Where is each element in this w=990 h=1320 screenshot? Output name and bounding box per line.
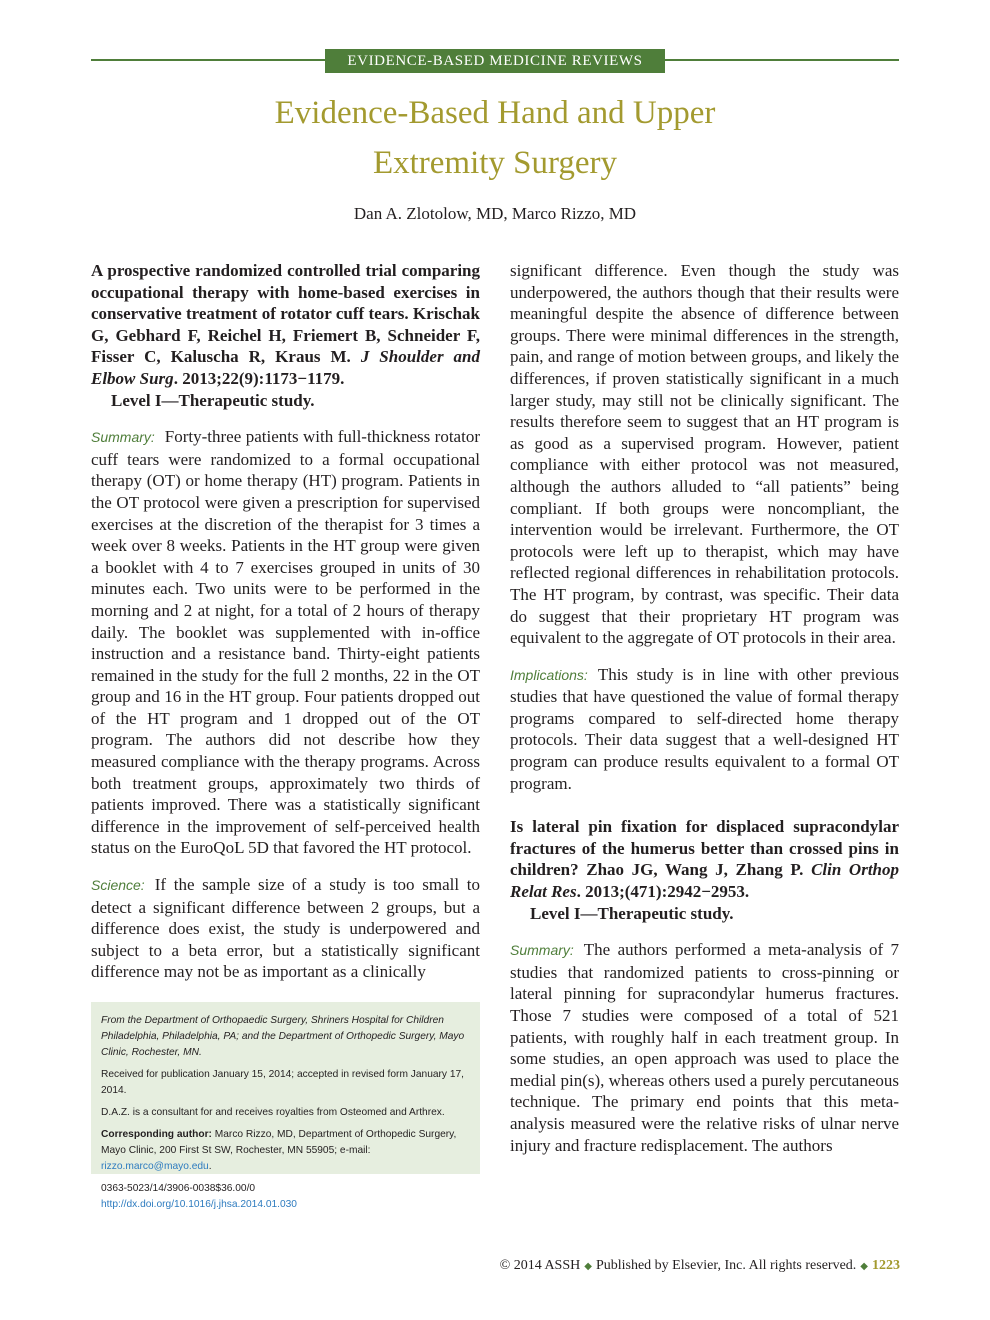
article1-title: A prospective randomized controlled trial comparing occupational therapy with home-based exercises in conservative treatment of rotator cuff tears. Krischak G, Gebhard F, Reichel H, Friemert B, Schneider F, Fisser C, Kaluscha R, Kraus M. bbox=[91, 261, 480, 367]
article1-citation: . 2013;22(9):1173−1179. bbox=[173, 368, 345, 388]
article2-journal: Clin Orthop Relat Res bbox=[510, 860, 899, 902]
science-text: If the sample size of a study is too small to detect a significant difference between 2 groups, but a difference does exist, the study is underpowered and subject to a beta error, but a statistically significant difference may not be as important as a clinically bbox=[91, 875, 480, 982]
article2-title: Is lateral pin fixation for displaced supracondylar fractures of the humerus better than crossed pins in children? Zhao JG, Wang J, Zhang P. bbox=[510, 817, 899, 880]
publisher: Published by Elsevier, Inc. All rights reserved. bbox=[595, 1258, 857, 1273]
article1-journal: J Shoulder and Elbow Surg bbox=[91, 347, 481, 388]
article2-summary-text: The authors performed a meta-analysis of 7 studies that randomized patients to cross-pinning or lateral pinning for supracondylar humerus fractures. Those 7 studies were composed of a total of 521 patients, with roughly half in each treatment group. In some studies, an open approach was used to place the medial pin(s), whereas others used a purely percutaneous technique. The primary end points that this meta-analysis measured were the relative risks of ulnar nerve injury and fracture redisplacement. The authors bbox=[510, 940, 899, 1155]
doi-link[interactable]: http://dx.doi.org/10.1016/j.jhsa.2014.01.030 bbox=[101, 1199, 297, 1210]
page-title bbox=[130, 88, 860, 188]
page-number: 1223 bbox=[872, 1258, 900, 1273]
title-line-2: Extremity Surgery bbox=[372, 145, 618, 181]
footnote-box bbox=[91, 1002, 480, 1210]
article1-summary bbox=[91, 426, 480, 859]
article2-summary-label: Summary: bbox=[510, 942, 574, 959]
article2-level: Level I—Therapeutic study. bbox=[530, 903, 734, 923]
diamond-icon-2: ◆ bbox=[860, 1261, 868, 1272]
issn-doi bbox=[101, 1181, 470, 1213]
received-dates: Received for publication January 15, 2014; accepted in revised form January 17, 2014. bbox=[101, 1069, 464, 1096]
issn: 0363-5023/14/3906-0038$36.00/0 bbox=[101, 1183, 256, 1194]
article1-level: Level I—Therapeutic study. bbox=[111, 390, 315, 410]
email-link[interactable]: rizzo.marco@mayo.edu bbox=[101, 1161, 209, 1172]
article1-implications bbox=[510, 664, 899, 795]
left-column bbox=[91, 260, 480, 983]
corresponding-author bbox=[101, 1127, 470, 1175]
summary-label: Summary: bbox=[91, 429, 155, 446]
affiliation: From the Department of Orthopaedic Surgery, Shriners Hospital for Children Philadelphia, Philadelphia, PA; and the Department of Orthopedic Surgery, Mayo Clinic, Rochester, MN. bbox=[101, 1015, 465, 1058]
copyright: © 2014 ASSH bbox=[499, 1258, 581, 1273]
corresponding-text: Marco Rizzo, MD, Department of Orthopedic Surgery, Mayo Clinic, 200 First St SW, Rochester, MN 55905; e-mail: bbox=[101, 1129, 457, 1156]
article2-summary bbox=[510, 939, 899, 1156]
authors: Dan A. Zlotolow, MD, Marco Rizzo, MD bbox=[353, 204, 637, 223]
section-banner: EVIDENCE-BASED MEDICINE REVIEWS bbox=[325, 49, 665, 73]
corresponding-label: Corresponding author: bbox=[101, 1129, 212, 1140]
article2-citation: . 2013;(471):2942−2953. bbox=[576, 882, 750, 902]
science-label: Science: bbox=[91, 877, 145, 894]
right-column bbox=[510, 260, 899, 1156]
implications-text: This study is in line with other previous studies that have questioned the value of formal therapy programs compared to self-directed home therapy protocols. Their data suggest that a well-designed HT program can produce results equivalent to a formal OT program. bbox=[510, 664, 899, 793]
article1-science bbox=[91, 874, 480, 983]
page-footer bbox=[440, 1258, 900, 1274]
implications-label: Implications: bbox=[510, 666, 588, 683]
email-end: . bbox=[208, 1161, 212, 1172]
article2-heading bbox=[510, 816, 899, 902]
title-line-1: Evidence-Based Hand and Upper bbox=[274, 95, 716, 131]
summary-text: Forty-three patients with full-thickness rotator cuff tears were randomized to a formal occupational therapy (OT) or home therapy (HT) program. Patients in the OT protocol were given a prescription for supervised exercises at the discretion of the therapist for 3 times a week over 8 weeks. Patients in the HT group were given a booklet with 4 to 7 exercises grouped in units of 30 minutes each. Two units were to be performed in the morning and 2 at night, for a total of 2 hours of therapy daily. The booklet was supplemented with in-office instruction and a resistance band. Thirty-eight patients remained in the study for the full 2 months, 22 in the OT group and 16 in the HT group. Four patients dropped out of the HT program and 1 dropped out of the OT program. The authors did not describe how they measured compliance with the therapy programs. Across both treatment groups, approximately two thirds of patients improved. There was a statistically significant difference in the improvement of self-perceived health status on the EuroQoL 5D that favored the HT protocol. bbox=[91, 427, 480, 858]
diamond-icon: ◆ bbox=[584, 1261, 592, 1272]
science-text-continued: significant difference. Even though the study was underpowered, the authors though that their results were meaningful despite the absence of difference between groups. There were minimal differences in the strength, pain, and range of motion between groups, and likely the differences, if proven statistically significant in a much larger study, may still not be clinically significant. The results therefore seem to suggest that an HT program is as good as a supervised program. However, patient compliance with either protocol was not measured, although the authors alluded to “all patients” being compliant. If both groups were noncompliant, the intervention would be irrelevant. Furthermore, the OT protocols were left up to therapist, which may have reflected regional differences in rehabilitation protocols. The HT program, by contrast, was specific. Their data do suggest that their proprietary HT program was equivalent to the aggregate of OT protocols in their area. bbox=[510, 261, 899, 648]
disclosure: D.A.Z. is a consultant for and receives royalties from Osteomed and Arthrex. bbox=[101, 1107, 445, 1118]
article1-heading bbox=[91, 260, 480, 390]
